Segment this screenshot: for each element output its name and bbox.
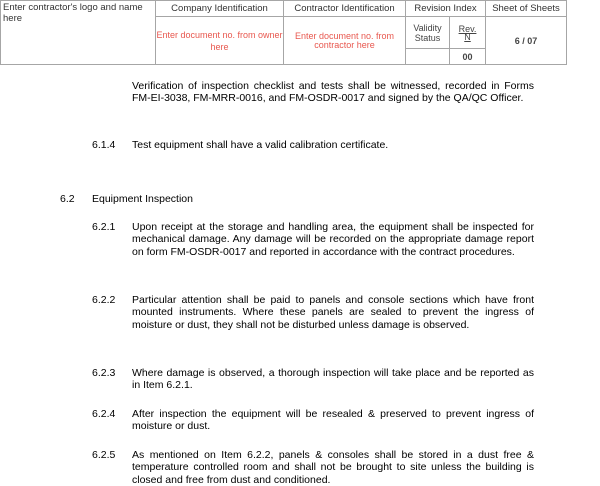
rev-n: N (464, 31, 471, 42)
section-text: Test equipment shall have a valid calibration certificate. (132, 139, 389, 151)
owner-document-no-placeholder: Enter document no. from owner here (156, 17, 284, 65)
intro-paragraph: Verification of inspection checklist and tests shall be witnessed, recorded in Forms FM-EI-3038, FM-MRR-0016, and FM-OSDR-0017 and signed by the QA/QC Officer. (132, 80, 534, 105)
section-number: 6.2.4 (92, 408, 116, 420)
sheet-value: 6 / 07 (486, 17, 567, 65)
revision-value: 00 (450, 49, 486, 65)
validity-status-value (406, 49, 450, 65)
section-number: 6.2.5 (92, 449, 116, 461)
sheet-of-sheets-label: Sheet of Sheets (486, 1, 567, 17)
section-text: Upon receipt at the storage and handling area, the equipment shall be inspected for mechanical damage. Any damage will be recorded on the appropriate damage report on form FM-OSDR-0017 and reported in accordance with the contract procedures. (132, 221, 534, 258)
validity-status-label: Validity Status (406, 17, 450, 49)
section-heading-number: 6.2 (60, 193, 75, 205)
section-text: Where damage is observed, a thorough inspection will take place and be reported as in Item 6.2.1. (132, 367, 534, 392)
contractor-identification-label: Contractor Identification (284, 1, 406, 17)
section-text: After inspection the equipment will be resealed & preserved to prevent ingress of moisture or dust. (132, 408, 534, 433)
section-number: 6.2.2 (92, 294, 116, 306)
section-heading-title: Equipment Inspection (92, 193, 193, 205)
section-number: 6.2.3 (92, 367, 116, 379)
company-identification-label: Company Identification (156, 1, 284, 17)
contractor-document-no-placeholder: Enter document no. from contractor here (284, 17, 406, 65)
section-text: Particular attention shall be paid to panels and console sections which have front mounted instruments. Where these panels are sealed to prevent the ingress of moisture or dust, they shall not be disturbed unless damage is observed. (132, 294, 534, 331)
section-number: 6.2.1 (92, 221, 116, 233)
section-text: As mentioned on Item 6.2.2, panels & consoles shall be stored in a dust free & temperature controlled room and shall not be brought to site unless the building is closed and free from dust and conditioned. (132, 449, 534, 486)
section-number: 6.1.4 (92, 139, 116, 151)
revision-index-label: Revision Index (406, 1, 486, 17)
document-header (0, 0, 566, 66)
rev-label: Rev. (458, 23, 477, 34)
contractor-logo-placeholder: Enter contractor's logo and name here (1, 1, 156, 65)
rev-n-label (450, 17, 486, 49)
